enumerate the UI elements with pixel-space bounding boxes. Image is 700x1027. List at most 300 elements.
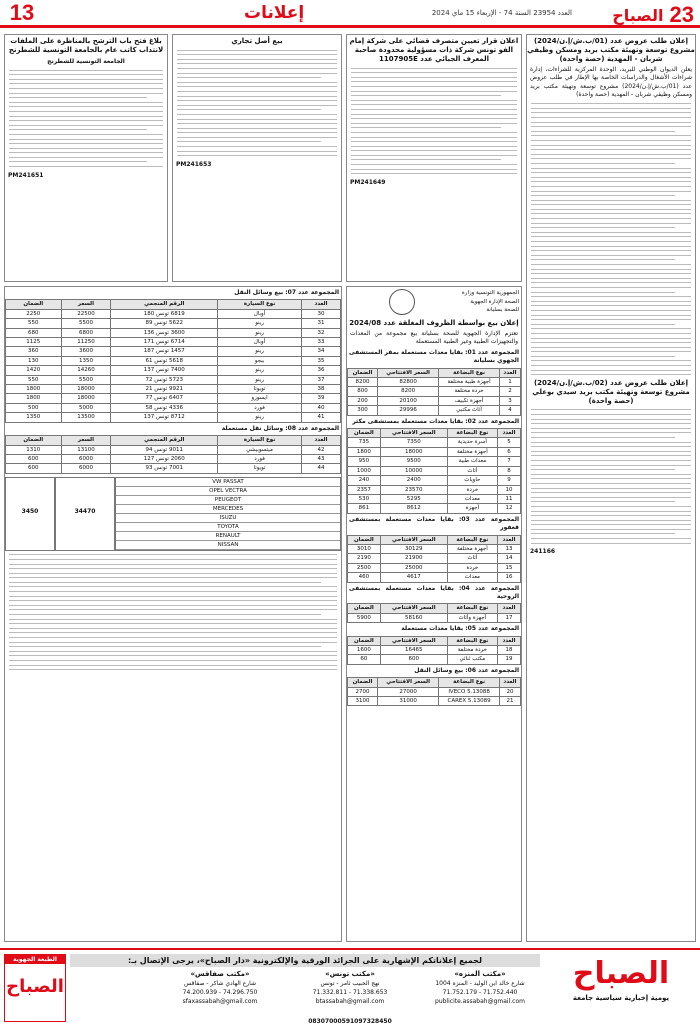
table-header-cell: العدد: [499, 368, 520, 377]
table-header-cell: العدد: [497, 535, 520, 544]
table-row: [348, 697, 521, 706]
table-header-cell: نوع السيارة: [218, 436, 302, 445]
text-line: [531, 259, 675, 260]
text-line: [531, 333, 691, 334]
table-cell: 2: [499, 387, 520, 396]
table-cell: 16: [497, 573, 520, 582]
text-line: [177, 82, 337, 83]
table-cell: 3600 تونس 136: [111, 328, 218, 337]
vehicle-table: [5, 299, 341, 422]
table-cell: 500: [6, 403, 62, 412]
table-cell: 13100: [61, 445, 111, 454]
text-line: [177, 114, 337, 115]
text-line: [531, 149, 691, 150]
table-cell: 600: [380, 655, 447, 664]
table-cell: 20100: [378, 396, 439, 405]
text-line: [531, 145, 691, 146]
text-line: [9, 93, 163, 94]
table-cell: 15: [497, 563, 520, 572]
text-line: [9, 660, 337, 661]
table-cell: 5000: [61, 403, 111, 412]
text-line: [9, 83, 163, 84]
table-cell: معدات طبية: [447, 457, 497, 466]
vehicle-table: [5, 435, 341, 474]
table-cell: 3100: [348, 697, 378, 706]
text-line: [531, 154, 691, 155]
table-header-cell: نوع البضاعة: [439, 368, 500, 377]
table-cell: 11250: [61, 338, 111, 347]
text-line: [531, 301, 691, 302]
table-cell: 1800: [6, 385, 62, 394]
table-cell: 25000: [380, 563, 447, 572]
table-row: [348, 485, 521, 494]
text-line: [531, 103, 691, 104]
text-line: [9, 129, 147, 130]
text-line: [177, 105, 337, 106]
table-header-cell: نوع البضاعة: [447, 604, 497, 613]
text-line: [531, 324, 675, 325]
table-row: [6, 328, 341, 337]
vehicle-item: TOYOTA: [116, 523, 340, 532]
table-header-cell: العدد: [301, 300, 340, 309]
table-cell: أجهزة مختلفة: [447, 544, 497, 553]
text-line: [531, 287, 691, 288]
table-cell: أجهزة: [447, 504, 497, 513]
table-cell: 8712 تونس 137: [111, 413, 218, 422]
office-address: نهج الحبيب ثامر - تونس: [320, 980, 380, 987]
text-line: [531, 446, 691, 447]
text-line: [351, 118, 517, 119]
table-cell: 43: [301, 454, 340, 463]
table-cell: 6819 تونس 180: [111, 309, 218, 318]
table-cell: خردة: [447, 485, 497, 494]
table-cell: 3600: [61, 347, 111, 356]
lot-table: [347, 535, 521, 583]
lot-table: [347, 428, 521, 514]
vehicle-item: VW PASSAT: [116, 478, 340, 487]
table-cell: 7350: [380, 438, 447, 447]
table-cell: 550: [6, 375, 62, 384]
ad-reference: PM241651: [8, 171, 44, 179]
table-cell: 240: [348, 476, 381, 485]
text-line: [531, 195, 675, 196]
text-line: [351, 77, 517, 78]
table-cell: 6714 تونس 171: [111, 338, 218, 347]
table-cell: 5500: [61, 375, 111, 384]
lot-table: [347, 636, 521, 665]
table-cell: 21900: [380, 554, 447, 563]
table-cell: 1600: [348, 646, 381, 655]
text-line: [531, 269, 691, 270]
text-line: [9, 632, 337, 633]
table-cell: معدات: [447, 494, 497, 503]
table-row: [6, 403, 341, 412]
business-sale-title: بيع أصل تجاري: [231, 37, 283, 45]
text-line: [177, 128, 337, 129]
table-cell: 950: [348, 457, 381, 466]
table-cell: 5618 تونس 61: [111, 356, 218, 365]
table-cell: 42: [301, 445, 340, 454]
table-row: [348, 396, 521, 405]
office-phone: 71.752.179 - 71.752.440: [442, 989, 518, 996]
office-sfax: [160, 970, 280, 1022]
table-header-cell: نوع البضاعة: [447, 535, 497, 544]
text-line: [531, 246, 691, 247]
text-line: [9, 97, 147, 98]
table-row: [348, 687, 521, 696]
table-cell: 1: [499, 378, 520, 387]
text-line: [531, 108, 691, 109]
text-line: [9, 116, 163, 117]
text-line: [351, 159, 501, 160]
table-header-cell: العدد: [497, 604, 520, 613]
text-line: [351, 132, 517, 133]
text-line: [177, 68, 337, 69]
table-cell: 1350: [6, 413, 62, 422]
table-cell: 11: [497, 494, 520, 503]
text-line: [9, 586, 337, 587]
table-header-cell: الضمان: [348, 429, 381, 438]
table-cell: 18000: [61, 385, 111, 394]
text-line: [531, 172, 691, 173]
text-line: [531, 437, 675, 438]
text-line: [531, 460, 691, 461]
table-cell: 18000: [61, 394, 111, 403]
office-email[interactable]: btassabah@gmail.com: [315, 998, 385, 1005]
table-cell: 800: [348, 387, 378, 396]
table-row: [6, 319, 341, 328]
office-name: «مكتب تونس»: [325, 970, 375, 978]
text-line: [351, 114, 517, 115]
text-line: [177, 91, 337, 92]
health-sale-ad: [346, 286, 522, 942]
table-cell: خردة مختلفة: [447, 646, 497, 655]
text-line: [9, 111, 163, 112]
table-row: [6, 338, 341, 347]
table-cell: 19: [497, 655, 520, 664]
table-row: [6, 445, 341, 454]
text-line: [531, 227, 675, 228]
text-line: [531, 191, 691, 192]
table-cell: 1350: [61, 356, 111, 365]
office-name: «مكتب المنزه»: [454, 970, 506, 978]
table-cell: 8612: [380, 504, 447, 513]
table-row: [348, 457, 521, 466]
office-phone: 71.332.811 - 71.338.653: [312, 989, 388, 996]
table-cell: 32: [301, 328, 340, 337]
table-cell: رينو: [218, 347, 302, 356]
table-cell: 35: [301, 356, 340, 365]
lot-price: 34470: [55, 477, 115, 551]
lot-label: المجموعة عدد 03: بقايا معدات مستعملة بمستشفى قعفور: [349, 515, 519, 532]
regional-edition-name: الصباح: [6, 976, 64, 997]
text-line: [351, 173, 517, 174]
text-line: [531, 117, 691, 118]
table-cell: 31: [301, 319, 340, 328]
table-cell: 10000: [380, 466, 447, 475]
table-cell: 9011 تونس 94: [111, 445, 218, 454]
text-line: [177, 100, 337, 101]
table-row: [348, 573, 521, 582]
table-row: [348, 504, 521, 513]
table-cell: 2400: [380, 476, 447, 485]
table-cell: رينو: [218, 366, 302, 375]
lot-label: المجموعة عدد 05: بقايا معدات مستعملة: [401, 625, 519, 633]
table-cell: 8: [497, 466, 520, 475]
text-line: [9, 74, 163, 75]
table-cell: تويوتا: [218, 385, 302, 394]
table-header-cell: الضمان: [348, 678, 378, 687]
text-line: [9, 582, 321, 583]
table-cell: 530: [348, 494, 381, 503]
table-cell: 58160: [380, 613, 447, 622]
ad-reference: PM241649: [350, 178, 386, 186]
logo-number: 23: [669, 2, 694, 27]
text-line: [531, 478, 691, 479]
table-row: [6, 394, 341, 403]
lot-guarantee: 3450: [5, 477, 55, 551]
table-cell: 1000: [348, 466, 381, 475]
page-header: [0, 0, 700, 28]
table-cell: 7400 تونس 137: [111, 366, 218, 375]
text-line: [531, 409, 691, 410]
text-line: [531, 200, 691, 201]
text-line: [177, 141, 321, 142]
table-cell: خردة: [447, 563, 497, 572]
table-cell: 10: [497, 485, 520, 494]
text-line: [9, 573, 337, 574]
vehicle-item: MERCEDES: [116, 505, 340, 514]
text-line: [9, 120, 163, 121]
table-cell: 33: [301, 338, 340, 347]
text-line: [531, 232, 691, 233]
text-line: [531, 419, 691, 420]
table-cell: 39: [301, 394, 340, 403]
table-row: [348, 466, 521, 475]
text-line: [531, 163, 675, 164]
text-line: [531, 524, 691, 525]
vehicle-item: OPEL VECTRA: [116, 487, 340, 496]
text-line: [531, 432, 691, 433]
table-cell: 1310: [6, 445, 62, 454]
text-line: [9, 646, 321, 647]
table-cell: أجهزة تكييف: [439, 396, 500, 405]
judicial-notice-title: اعلان قرار تعيين متصرف قضائي على شركة إمام الفو تونس شركة ذات مسؤولية محدودة صاحبة المعرف الجبائي عدد 1107905E: [349, 37, 519, 63]
table-header-cell: العدد: [499, 678, 520, 687]
text-line: [9, 134, 163, 135]
text-line: [531, 292, 675, 293]
text-line: [177, 151, 337, 152]
text-line: [531, 356, 675, 357]
table-cell: أجهزة طبية مختلفة: [439, 378, 500, 387]
text-line: [531, 347, 691, 348]
table-row: [348, 563, 521, 572]
tender-subtitle: إعلان طلب عروض عدد (02/ب.ش/إ.ن/2024) مشروع توسعة وتهيئة مكتب بريد سيدي بوعلي (حصة واحدة): [532, 378, 690, 405]
table-cell: 14260: [61, 366, 111, 375]
text-line: [177, 109, 321, 110]
table-row: [6, 464, 341, 473]
table-row: [348, 655, 521, 664]
text-line: [9, 614, 321, 615]
table-header-cell: نوع البضاعة: [439, 678, 500, 687]
table-cell: 600: [6, 454, 62, 463]
table-row: [6, 356, 341, 365]
office-phone: 74.200.939 - 74.296.750: [182, 989, 258, 996]
table-header-cell: السعر الافتتاحي: [378, 678, 439, 687]
office-email[interactable]: sfaxassabah@gmail.com: [182, 998, 258, 1005]
table-cell: أجهزة مختلفة: [447, 447, 497, 456]
text-line: [9, 628, 337, 629]
table-cell: حاويات: [447, 476, 497, 485]
bank-rib: 08307000591097328450: [308, 1018, 392, 1025]
text-line: [531, 455, 691, 456]
text-line: [351, 95, 501, 96]
text-line: [531, 126, 691, 127]
text-line: [177, 86, 337, 87]
table-row: [6, 309, 341, 318]
table-cell: 60: [348, 655, 381, 664]
text-line: [531, 315, 691, 316]
text-line: [531, 181, 691, 182]
text-line: [351, 123, 517, 124]
table-row: [6, 413, 341, 422]
office-email[interactable]: publicite.assabah@gmail.com: [435, 998, 525, 1005]
table-cell: 37: [301, 375, 340, 384]
text-line: [9, 125, 163, 126]
table-cell: 861: [348, 504, 381, 513]
lot-label: المجموعة عدد 07: بيع وسائل النقل: [234, 289, 339, 296]
table-cell: 1800: [348, 447, 381, 456]
judicial-notice: [346, 34, 522, 282]
table-cell: 460: [348, 573, 381, 582]
table-header-cell: السعر الافتتاحي: [380, 535, 447, 544]
table-cell: 13: [497, 544, 520, 553]
business-sale-notice: [172, 34, 342, 282]
text-line: [531, 236, 691, 237]
table-header-cell: نوع البضاعة: [447, 429, 497, 438]
text-line: [531, 135, 691, 136]
table-cell: أثاث: [447, 466, 497, 475]
text-line: [9, 600, 337, 601]
text-line: [177, 119, 337, 120]
table-row: [6, 375, 341, 384]
masthead-logo: [612, 2, 694, 28]
text-line: [177, 59, 337, 60]
table-header-cell: الضمان: [6, 436, 62, 445]
text-line: [9, 591, 337, 592]
text-line: [9, 623, 337, 624]
text-line: [531, 474, 691, 475]
table-cell: 30: [301, 309, 340, 318]
table-cell: 1800: [6, 394, 62, 403]
table-cell: 1457 تونس 187: [111, 347, 218, 356]
text-line: [9, 596, 337, 597]
text-line: [531, 465, 691, 466]
table-cell: CAREX 5.13089: [439, 697, 500, 706]
table-header-cell: الضمان: [348, 368, 378, 377]
text-line: [531, 264, 691, 265]
vehicle-sale-ad: [4, 286, 342, 942]
office-name: «مكتب صفاقس»: [190, 970, 250, 978]
text-line: [531, 338, 691, 339]
vehicle-item: PEUGEOT: [116, 496, 340, 505]
table-cell: 3010: [348, 544, 381, 553]
text-line: [531, 158, 691, 159]
table-cell: 18000: [380, 447, 447, 456]
text-line: [9, 554, 337, 555]
table-row: [6, 347, 341, 356]
lot-label: المجموعة عدد 02: بقايا معدات مستعملة بمستشفى مكثر: [352, 417, 519, 425]
table-header-cell: الضمان: [348, 535, 381, 544]
text-line: [531, 360, 691, 361]
table-cell: 2357: [348, 485, 381, 494]
text-line: [9, 106, 163, 107]
vehicle-list: [115, 477, 341, 551]
lot-label: المجموعة عدد 04: بقايا معدات مستعملة بمستشفى الروحية: [349, 584, 519, 600]
table-header-cell: العدد: [301, 436, 340, 445]
table-cell: 5295: [380, 494, 447, 503]
text-line: [531, 501, 675, 502]
table-cell: 4336 تونس 58: [111, 403, 218, 412]
text-line: [9, 564, 337, 565]
table-header-cell: العدد: [497, 429, 520, 438]
lot-label: المجموعة عدد 08: وسائل نقل مستعملة: [221, 424, 339, 432]
ministry-logo-text: الجمهورية التونسية وزارة الصحة الإدارة الجهوية للصحة بسليانة: [461, 290, 519, 314]
issue-line: العدد 23954 السنة 74 - الإربعاء 15 ماي 2024: [431, 9, 572, 17]
text-line: [9, 152, 163, 153]
text-line: [177, 63, 337, 64]
section-title: إعلانات: [244, 2, 305, 23]
text-line: [351, 150, 517, 151]
table-header-cell: الضمان: [348, 636, 381, 645]
table-header-cell: العدد: [497, 636, 520, 645]
table-cell: 6800: [61, 328, 111, 337]
sale-intro: تعتزم الإدارة الجهوية للصحة بسليانة بيع مجموعة من المعدات والتجهيزات الطبية وغير الطبية المستعملة: [350, 330, 518, 346]
table-cell: 29996: [378, 406, 439, 415]
table-cell: 4617: [380, 573, 447, 582]
table-cell: IVECO 5.13088: [439, 687, 500, 696]
table-cell: 34: [301, 347, 340, 356]
table-cell: 82800: [378, 378, 439, 387]
text-line: [351, 81, 517, 82]
text-line: [177, 50, 337, 51]
chess-notice-title: بلاغ فتح باب الترشح بالمناظرة على الملفات لانتداب كاتب عام بالجامعة التونسية للشطرنج: [8, 37, 164, 54]
table-cell: 17: [497, 613, 520, 622]
text-line: [9, 70, 163, 71]
table-cell: 1125: [6, 338, 62, 347]
table-cell: 12: [497, 504, 520, 513]
table-cell: 3: [499, 396, 520, 405]
text-line: [531, 278, 691, 279]
table-cell: 30129: [380, 544, 447, 553]
table-row: [348, 613, 521, 622]
table-row: [6, 385, 341, 394]
text-line: [9, 577, 337, 578]
text-line: [531, 255, 691, 256]
text-line: [9, 88, 163, 89]
office-address: شارع الهادي شاكر - صفاقس: [183, 980, 257, 987]
tender-text-lines-2: [527, 409, 695, 543]
table-header-cell: الرقم المنجمي: [111, 300, 218, 309]
table-cell: 36: [301, 366, 340, 375]
text-line: [531, 451, 691, 452]
lot-label: المجموعة عدد 01: بقايا معدات مستعملة بمقر المستشفى الجهوي بسليانة: [349, 348, 519, 365]
table-header-cell: نوع السيارة: [218, 300, 302, 309]
text-line: [531, 511, 691, 512]
table-cell: 8200: [378, 387, 439, 396]
ministry-seal: [389, 289, 415, 315]
table-row: [348, 387, 521, 396]
